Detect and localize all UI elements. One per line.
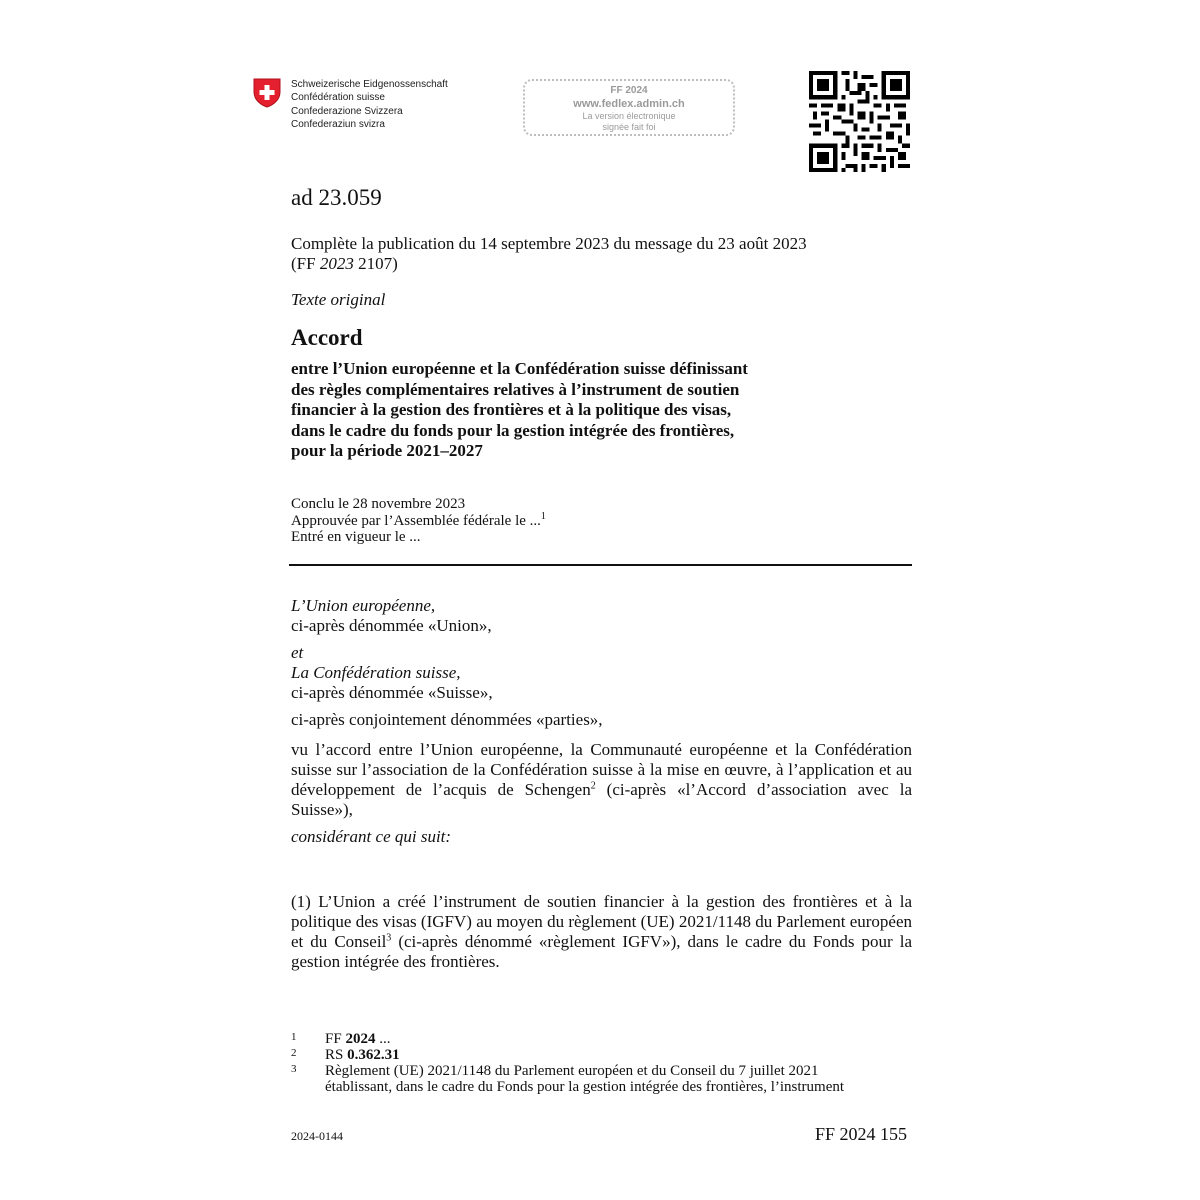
parties-joint: ci-après conjointement dénommées «parties», <box>291 710 603 729</box>
complement-prefix: (FF <box>291 254 320 273</box>
subtitle-line: pour la période 2021–2027 <box>291 441 483 460</box>
qr-code-icon <box>809 71 910 172</box>
vu-text-2: (ci-après «l’Accord d’association avec la Suisse»), <box>291 780 912 819</box>
footnote-ref-1[interactable]: 1 <box>540 510 546 522</box>
swiss-coat-of-arms-icon <box>253 78 281 108</box>
complement-line-1: Complète la publication du 14 septembre 2023 du message du 23 août 2023 <box>291 234 807 253</box>
party-eu: L’Union européenne, <box>291 596 436 615</box>
complement-year: 2023 <box>319 254 354 273</box>
approved-date <box>291 510 546 530</box>
footnote-number: 1 <box>291 1031 297 1043</box>
admin-line-de: Schweizerische Eidgenossenschaft <box>291 79 448 90</box>
party-eu-desc: ci-après dénommée «Union», <box>291 616 492 635</box>
federal-administration-name <box>291 78 448 131</box>
agreement-dates <box>291 496 546 546</box>
recital-1 <box>291 892 912 972</box>
entry-into-force: Entré en vigueur le ... <box>291 529 421 545</box>
footnote <box>291 1031 844 1047</box>
document-subtitle <box>291 359 891 462</box>
footnote-suffix: ... <box>375 1031 391 1047</box>
complement-suffix: 2107) <box>353 254 398 273</box>
recital-text: (1) L’Union a créé l’instrument de soutien financier à la gestion des frontières et à la politique des visas (IGFV) au moyen du règlement (UE) 2021/1148 du Parlement européen et du Conseil <box>291 892 912 951</box>
concluded-date: Conclu le 28 novembre 2023 <box>291 496 466 512</box>
footnote-bold: 0.362.31 <box>347 1047 400 1063</box>
party-ch: La Confédération suisse, <box>291 663 461 682</box>
stamp-note-2: signée fait foi <box>602 122 656 132</box>
document-number: 2024-0144 <box>291 1129 343 1143</box>
divider <box>289 564 912 566</box>
subtitle-line: entre l’Union européenne et la Confédération suisse définissant <box>291 359 748 378</box>
footnote-line: Règlement (UE) 2021/1148 du Parlement européen et du Conseil du 7 juillet 2021 <box>325 1063 819 1079</box>
publication-complement <box>291 234 807 274</box>
footnote-number: 3 <box>291 1063 297 1075</box>
footnote-ref-2[interactable]: 2 <box>590 780 596 792</box>
page-reference: FF 2024 155 <box>815 1124 908 1144</box>
whereas-agreement <box>291 740 912 820</box>
original-text-label: Texte original <box>291 290 386 309</box>
document-reference: ad 23.059 <box>291 185 382 210</box>
footnote-ref-3[interactable]: 3 <box>386 932 392 944</box>
footnote-text <box>325 1031 390 1047</box>
footnote-line: établissant, dans le cadre du Fonds pour la gestion intégrée des frontières, l’instrument <box>325 1079 845 1095</box>
considering-label: considérant ce qui suit: <box>291 827 452 846</box>
footnote <box>291 1063 844 1095</box>
approved-text: Approuvée par l’Assemblée fédérale le ... <box>291 512 541 529</box>
footnote-bold: 2024 <box>345 1031 376 1047</box>
conjunction-et: et <box>291 643 304 662</box>
parties-block <box>291 596 603 730</box>
footnotes <box>291 1031 844 1095</box>
document-title: Accord <box>291 325 363 350</box>
vu-text: vu l’accord entre l’Union européenne, la Communauté européenne et la Confédération suisse sur l’association de la Confédération suisse à la mise en œuvre, à l’application et au développement de l’acquis de Schengen <box>291 740 912 799</box>
subtitle-line: des règles complémentaires relatives à l’instrument de soutien <box>291 379 740 399</box>
footnote-prefix: FF <box>325 1031 346 1047</box>
electronic-version-stamp <box>523 79 735 136</box>
party-ch-desc: ci-après dénommée «Suisse», <box>291 683 493 702</box>
subtitle-line: dans le cadre du fonds pour la gestion intégrée des frontières, <box>291 420 735 440</box>
admin-line-fr: Confédération suisse <box>291 92 385 104</box>
admin-line-rm: Confederaziun svizra <box>291 118 385 130</box>
footnote-text <box>325 1047 400 1063</box>
recital-text-2: (ci-après dénommé «règlement IGFV»), dans le cadre du Fonds pour la gestion intégrée des frontières. <box>291 932 912 971</box>
stamp-ff: FF 2024 <box>610 85 648 96</box>
stamp-note-1: La version électronique <box>582 111 676 121</box>
complement-line-2 <box>291 254 807 274</box>
subtitle-line: financier à la gestion des frontières et à la politique des visas, <box>291 400 732 419</box>
admin-line-it: Confederazione Svizzera <box>291 105 403 117</box>
footnote-text <box>325 1063 844 1095</box>
stamp-url[interactable]: www.fedlex.admin.ch <box>573 98 685 110</box>
footnote-number: 2 <box>291 1047 297 1059</box>
footnote <box>291 1047 844 1063</box>
footnote-prefix: RS <box>325 1047 348 1063</box>
